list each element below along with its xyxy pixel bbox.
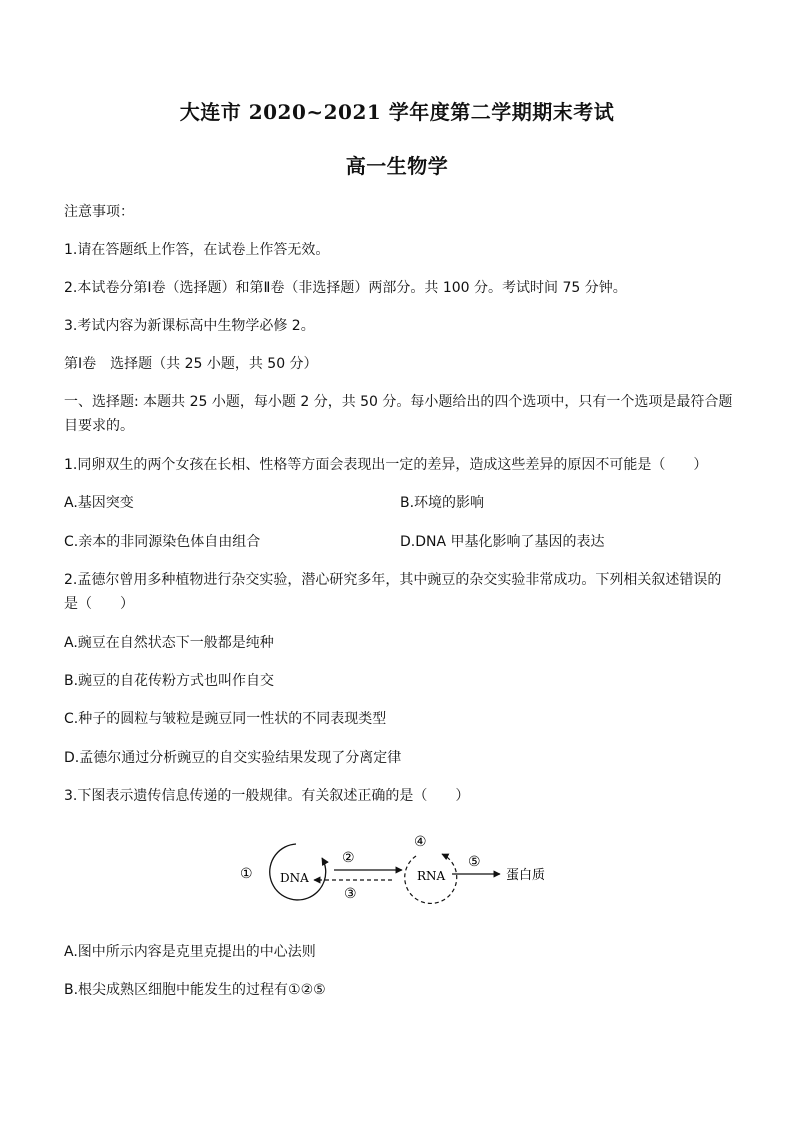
exam-subject: 高一生物学 xyxy=(345,154,449,178)
protein-label: 蛋白质 xyxy=(506,868,546,883)
note-item-3: 3.考试内容为新课标高中生物学必修 2。 xyxy=(64,318,315,334)
label-2: ② xyxy=(342,850,355,866)
question-3-option-a: A.图中所示内容是克里克提出的中心法则 xyxy=(64,944,316,960)
question-2-option-a: A.豌豆在自然状态下一般都是纯种 xyxy=(64,635,274,651)
question-2-option-b: B.豌豆的自花传粉方式也叫作自交 xyxy=(64,673,275,689)
question-3-stem: 3.下图表示遗传信息传递的一般规律。有关叙述正确的是（ ） xyxy=(64,788,470,804)
label-4: ④ xyxy=(414,834,427,850)
rna-label: RNA xyxy=(417,869,446,883)
note-item-1: 1.请在答题纸上作答，在试卷上作答无效。 xyxy=(64,242,330,258)
dna-label: DNA xyxy=(280,871,309,885)
notes-heading: 注意事项： xyxy=(64,204,134,220)
exam-title: 大连市 2020~2021 学年度第二学期期末考试 xyxy=(179,100,615,124)
question-2-option-d: D.孟德尔通过分析豌豆的自交实验结果发现了分离定律 xyxy=(64,750,402,766)
question-1-stem: 1.同卵双生的两个女孩在长相、性格等方面会表现出一定的差异，造成这些差异的原因不可能是（ ） xyxy=(64,457,708,473)
label-1: ① xyxy=(240,866,253,882)
label-3: ③ xyxy=(344,886,357,902)
genetic-information-flow-diagram xyxy=(230,832,560,912)
question-1-option-c: C.亲本的非同源染色体自由组合 xyxy=(64,534,261,550)
note-item-2: 2.本试卷分第Ⅰ卷（选择题）和第Ⅱ卷（非选择题）两部分。共 100 分。考试时间 75 分钟。 xyxy=(64,280,627,296)
section-instructions: 一、选择题: 本题共 25 小题，每小题 2 分，共 50 分。每小题给出的四个选项中，只有一个选项是最符合题目要求的。 xyxy=(64,394,733,434)
question-3-option-b: B.根尖成熟区细胞中能发生的过程有①②⑤ xyxy=(64,982,326,998)
question-1-option-b: B.环境的影响 xyxy=(400,495,485,511)
question-2-option-c: C.种子的圆粒与皱粒是豌豆同一性状的不同表现类型 xyxy=(64,711,387,727)
label-5: ⑤ xyxy=(468,854,481,870)
part-title: 第Ⅰ卷 选择题（共 25 小题，共 50 分） xyxy=(64,356,318,372)
question-1-option-d: D.DNA 甲基化影响了基因的表达 xyxy=(400,534,605,550)
question-1-option-a: A.基因突变 xyxy=(64,495,134,511)
question-2-stem: 2.孟德尔曾用多种植物进行杂交实验，潜心研究多年，其中豌豆的杂交实验非常成功。下列相关叙述错误的是（ ） xyxy=(64,572,722,612)
